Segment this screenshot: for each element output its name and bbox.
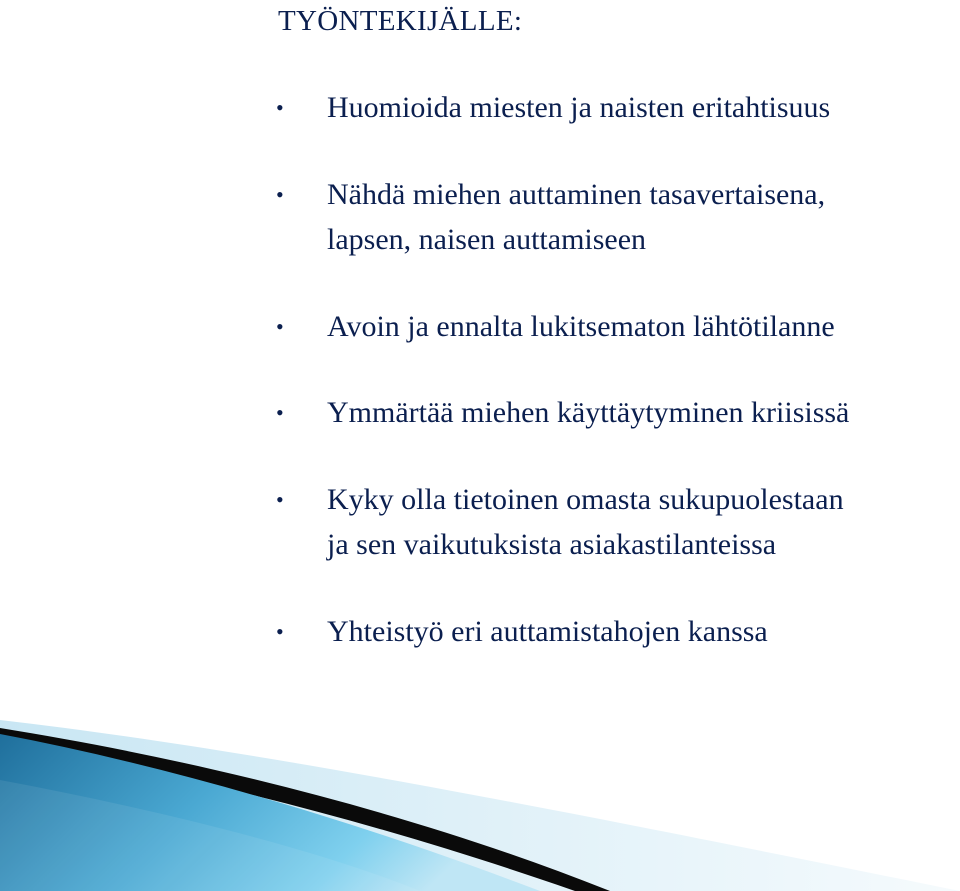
bullet-line: Nähdä miehen auttaminen tasavertaisena, (327, 178, 826, 211)
bullet-text (327, 477, 960, 567)
bullet-point: • (276, 619, 284, 644)
bullet-line: Avoin ja ennalta lukitsematon lähtötilanne (327, 310, 835, 343)
bullet-line: Kyky olla tietoinen omasta sukupuolestaan (327, 483, 844, 516)
bullet-text (327, 304, 960, 349)
bullet-point: • (276, 95, 284, 120)
swoosh-decoration (0, 720, 960, 891)
bullet-line: Yhteistyö eri auttamistahojen kanssa (327, 615, 768, 648)
bullet-text (327, 85, 960, 130)
bullet-line: ja sen vaikutuksista asiakastilanteissa (327, 528, 777, 561)
bullet-point: • (276, 400, 284, 425)
bullet-text (327, 609, 960, 654)
bullet-text (327, 172, 960, 262)
slide-title: TYÖNTEKIJÄLLE: (278, 5, 523, 37)
bullet-line: Ymmärtää miehen käyttäytyminen kriisissä (327, 396, 850, 429)
bullet-point: • (276, 314, 284, 339)
bullet-line: Huomioida miesten ja naisten eritahtisuus (327, 91, 831, 124)
bullet-point: • (276, 487, 284, 512)
bullet-line: lapsen, naisen auttamiseen (327, 223, 647, 256)
bullet-text (327, 390, 960, 435)
bullet-point: • (276, 182, 284, 207)
